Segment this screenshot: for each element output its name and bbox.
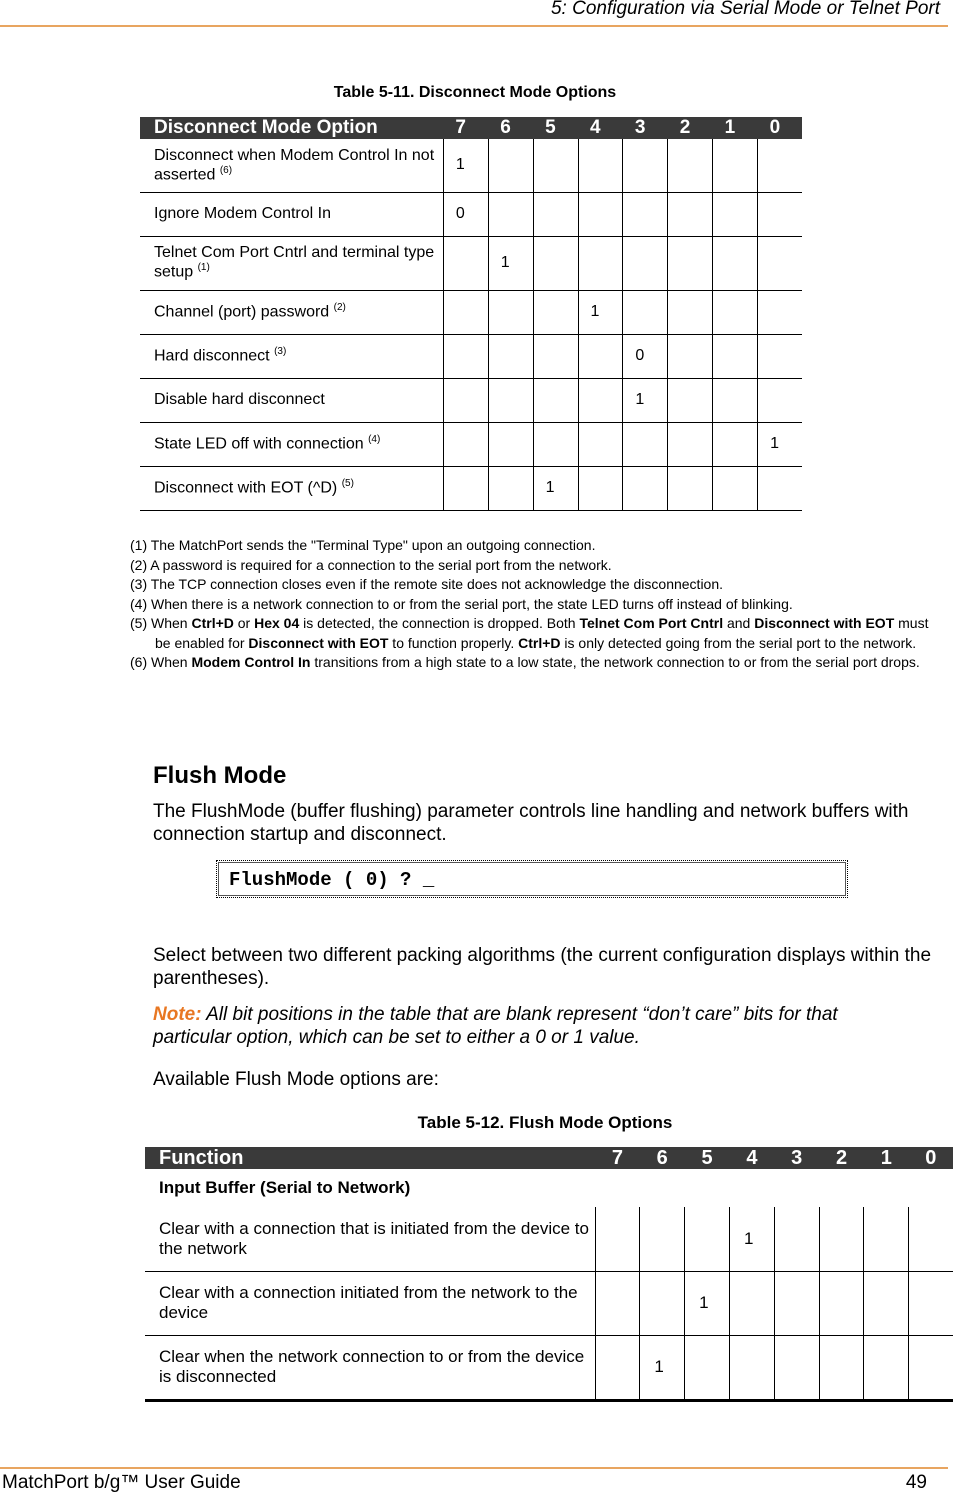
note-text: All bit positions in the table that are blank represent “don’t care” bits for that particular option, which can be set to either a 0 or 1 value.: [153, 1004, 838, 1048]
bit-cell: [668, 378, 713, 422]
bit-cell: [668, 290, 713, 334]
bit-cell: [713, 192, 758, 236]
bit-cell: [713, 290, 758, 334]
col-header: 1: [713, 117, 758, 139]
bit-cell: 0: [623, 334, 668, 378]
bit-cell: 1: [623, 378, 668, 422]
function-label: Clear when the network connection to or from the device is disconnected: [145, 1335, 595, 1400]
footnote-ref: (3): [274, 346, 287, 358]
bit-cell: [730, 1335, 775, 1400]
bit-cell: [713, 422, 758, 466]
bit-cell: [488, 139, 533, 192]
bit-cell: [488, 378, 533, 422]
bit-cell: [595, 1207, 640, 1271]
note-label: Note:: [153, 1004, 202, 1025]
option-label: Channel (port) password $^{(2)}$: [140, 290, 443, 334]
bit-cell: [713, 378, 758, 422]
option-label: Disable hard disconnect: [140, 378, 443, 422]
header-title: 5: Configuration via Serial Mode or Telnet Port: [550, 0, 940, 19]
col-header: 3: [774, 1147, 819, 1169]
function-label: Clear with a connection that is initiated from the device to the network: [145, 1207, 595, 1271]
bit-cell: [713, 139, 758, 192]
table-row: [140, 466, 802, 510]
bit-cell: [909, 1271, 953, 1335]
footnote-ref: (2): [333, 302, 346, 314]
footer-title: MatchPort b/g™ User Guide: [2, 1472, 241, 1493]
table-section-row: [145, 1169, 953, 1207]
bit-cell: [713, 466, 758, 510]
option-label: Hard disconnect $^{(3)}$: [140, 334, 443, 378]
bit-cell: [758, 192, 802, 236]
bit-cell: [443, 236, 488, 290]
bit-cell: [758, 334, 802, 378]
bit-cell: [668, 139, 713, 192]
col-header: 7: [595, 1147, 640, 1169]
bit-cell: [488, 422, 533, 466]
bit-cell: [578, 378, 623, 422]
bit-cell: 1: [758, 422, 802, 466]
table-row: [140, 139, 802, 192]
bit-cell: [578, 466, 623, 510]
footnote-ref: (5): [341, 478, 354, 490]
bit-cell: [533, 192, 578, 236]
col-header: 2: [819, 1147, 864, 1169]
table-row: [140, 192, 802, 236]
bit-cell: [623, 236, 668, 290]
available-paragraph: Available Flush Mode options are:: [153, 1069, 439, 1090]
footnote: (4) When there is a network connection to or from the serial port, the state LED turns off instead of blinking.: [130, 595, 793, 612]
col-header: Disconnect Mode Option: [140, 117, 443, 139]
col-header: 1: [864, 1147, 909, 1169]
bit-cell: [533, 139, 578, 192]
table-row: [140, 422, 802, 466]
flush-mode-table: [145, 1147, 953, 1402]
section-intro: The FlushMode (buffer flushing) parameter controls line handling and network buffers with connection startup and disconnect.: [153, 801, 909, 845]
bit-cell: [685, 1207, 730, 1271]
bit-cell: 1: [533, 466, 578, 510]
bit-cell: [578, 422, 623, 466]
bit-cell: [443, 334, 488, 378]
col-header: 0: [758, 117, 802, 139]
bit-cell: [864, 1335, 909, 1400]
bit-cell: [623, 139, 668, 192]
table-header-row: [140, 117, 802, 139]
bit-cell: [578, 334, 623, 378]
bit-cell: 1: [443, 139, 488, 192]
function-label: Clear with a connection initiated from the network to the device: [145, 1271, 595, 1335]
header-rule: [0, 25, 948, 27]
bit-cell: [488, 466, 533, 510]
bit-cell: 1: [488, 236, 533, 290]
bit-cell: [623, 192, 668, 236]
footnote: (5) When Ctrl+D or Hex 04 is detected, the connection is dropped. Both Telnet Com Port Cntrl and Disconnect with EOT must be enabled for Disconnect with EOT to function properly. Ctrl+D is only detected going from the serial port to the network.: [130, 615, 929, 651]
footnote: (1) The MatchPort sends the "Terminal Type" upon an outgoing connection.: [130, 537, 596, 553]
bit-cell: 1: [578, 290, 623, 334]
bit-cell: [909, 1335, 953, 1400]
table-row: [145, 1271, 953, 1335]
select-paragraph: Select between two different packing algorithms (the current configuration displays within the parentheses).: [153, 945, 932, 989]
table2-caption: Table 5-12. Flush Mode Options: [417, 1113, 673, 1132]
bit-cell: [758, 236, 802, 290]
table-row: [140, 290, 802, 334]
bit-cell: [864, 1207, 909, 1271]
footnote: (2) A password is required for a connection to the serial port from the network.: [130, 556, 612, 573]
bit-cell: [488, 334, 533, 378]
section-title: Flush Mode: [153, 762, 287, 789]
option-label: Ignore Modem Control In: [140, 192, 443, 236]
bit-cell: [533, 290, 578, 334]
col-header: 7: [443, 117, 488, 139]
col-header: 4: [730, 1147, 775, 1169]
option-label: Disconnect when Modem Control In not asserted $^{(6)}$: [140, 139, 443, 192]
bit-cell: 0: [443, 192, 488, 236]
bit-cell: [623, 290, 668, 334]
bit-cell: 1: [730, 1207, 775, 1271]
bit-cell: [774, 1271, 819, 1335]
footer-rule: [0, 1467, 948, 1469]
col-header: 2: [668, 117, 713, 139]
bit-cell: [443, 378, 488, 422]
section-label: Input Buffer (Serial to Network): [159, 1178, 411, 1197]
col-header: 0: [909, 1147, 953, 1169]
bit-cell: [533, 334, 578, 378]
bit-cell: [819, 1207, 864, 1271]
bit-cell: [443, 422, 488, 466]
table-header-row: [145, 1147, 953, 1169]
bit-cell: [623, 466, 668, 510]
col-header: 5: [533, 117, 578, 139]
bit-cell: 1: [640, 1335, 685, 1400]
bit-cell: [443, 466, 488, 510]
footnote-ref: (6): [219, 164, 233, 176]
bit-cell: [533, 236, 578, 290]
bit-cell: [819, 1271, 864, 1335]
bit-cell: [668, 422, 713, 466]
bit-cell: [774, 1207, 819, 1271]
bit-cell: [595, 1271, 640, 1335]
col-header: 6: [640, 1147, 685, 1169]
col-header: Function: [145, 1147, 595, 1169]
table1-caption: Table 5-11. Disconnect Mode Options: [333, 84, 617, 101]
bit-cell: [713, 236, 758, 290]
bit-cell: [623, 422, 668, 466]
bit-cell: [713, 334, 758, 378]
table-row: [145, 1207, 953, 1271]
footnote-ref: (4): [368, 434, 381, 446]
table-row: [140, 378, 802, 422]
note-paragraph: [153, 1003, 913, 1049]
bit-cell: [488, 192, 533, 236]
bit-cell: [533, 422, 578, 466]
footnote: (3) The TCP connection closes even if the remote site does not acknowledge the disconnection.: [130, 576, 724, 592]
footnote: (6) When Modem Control In transitions from a high state to a low state, the network connection to or from the serial port drops.: [130, 654, 920, 670]
col-header: 4: [578, 117, 623, 139]
bit-cell: [533, 378, 578, 422]
code-sample: FlushMode ( 0) ? _: [216, 860, 848, 898]
bit-cell: [488, 290, 533, 334]
col-header: 3: [623, 117, 668, 139]
bit-cell: [668, 192, 713, 236]
bit-cell: [864, 1271, 909, 1335]
bit-cell: [578, 236, 623, 290]
option-label: Telnet Com Port Cntrl and terminal type setup $^{(1)}$: [140, 236, 443, 290]
bit-cell: [758, 290, 802, 334]
option-label: Disconnect with EOT (^D) $^{(5)}$: [140, 466, 443, 510]
bit-cell: [758, 466, 802, 510]
table-row: [145, 1335, 953, 1400]
bit-cell: [443, 290, 488, 334]
col-header: 5: [685, 1147, 730, 1169]
bit-cell: [774, 1335, 819, 1400]
table-footnotes: [130, 536, 945, 673]
bit-cell: [758, 378, 802, 422]
table-row: [140, 334, 802, 378]
bit-cell: [668, 236, 713, 290]
option-label: State LED off with connection $^{(4)}$: [140, 422, 443, 466]
bit-cell: [730, 1271, 775, 1335]
page-header: [0, 0, 953, 26]
page-number: 49: [905, 1472, 927, 1493]
bit-cell: [595, 1335, 640, 1400]
bit-cell: [819, 1335, 864, 1400]
bit-cell: [758, 139, 802, 192]
bit-cell: [909, 1207, 953, 1271]
disconnect-mode-table: [140, 117, 802, 511]
bit-cell: [640, 1271, 685, 1335]
bit-cell: [685, 1335, 730, 1400]
col-header: 6: [488, 117, 533, 139]
bit-cell: [668, 334, 713, 378]
table-row: [140, 236, 802, 290]
bit-cell: [668, 466, 713, 510]
footnote-ref: (1): [197, 262, 210, 274]
bit-cell: [578, 139, 623, 192]
bit-cell: 1: [685, 1271, 730, 1335]
bit-cell: [640, 1207, 685, 1271]
bit-cell: [578, 192, 623, 236]
